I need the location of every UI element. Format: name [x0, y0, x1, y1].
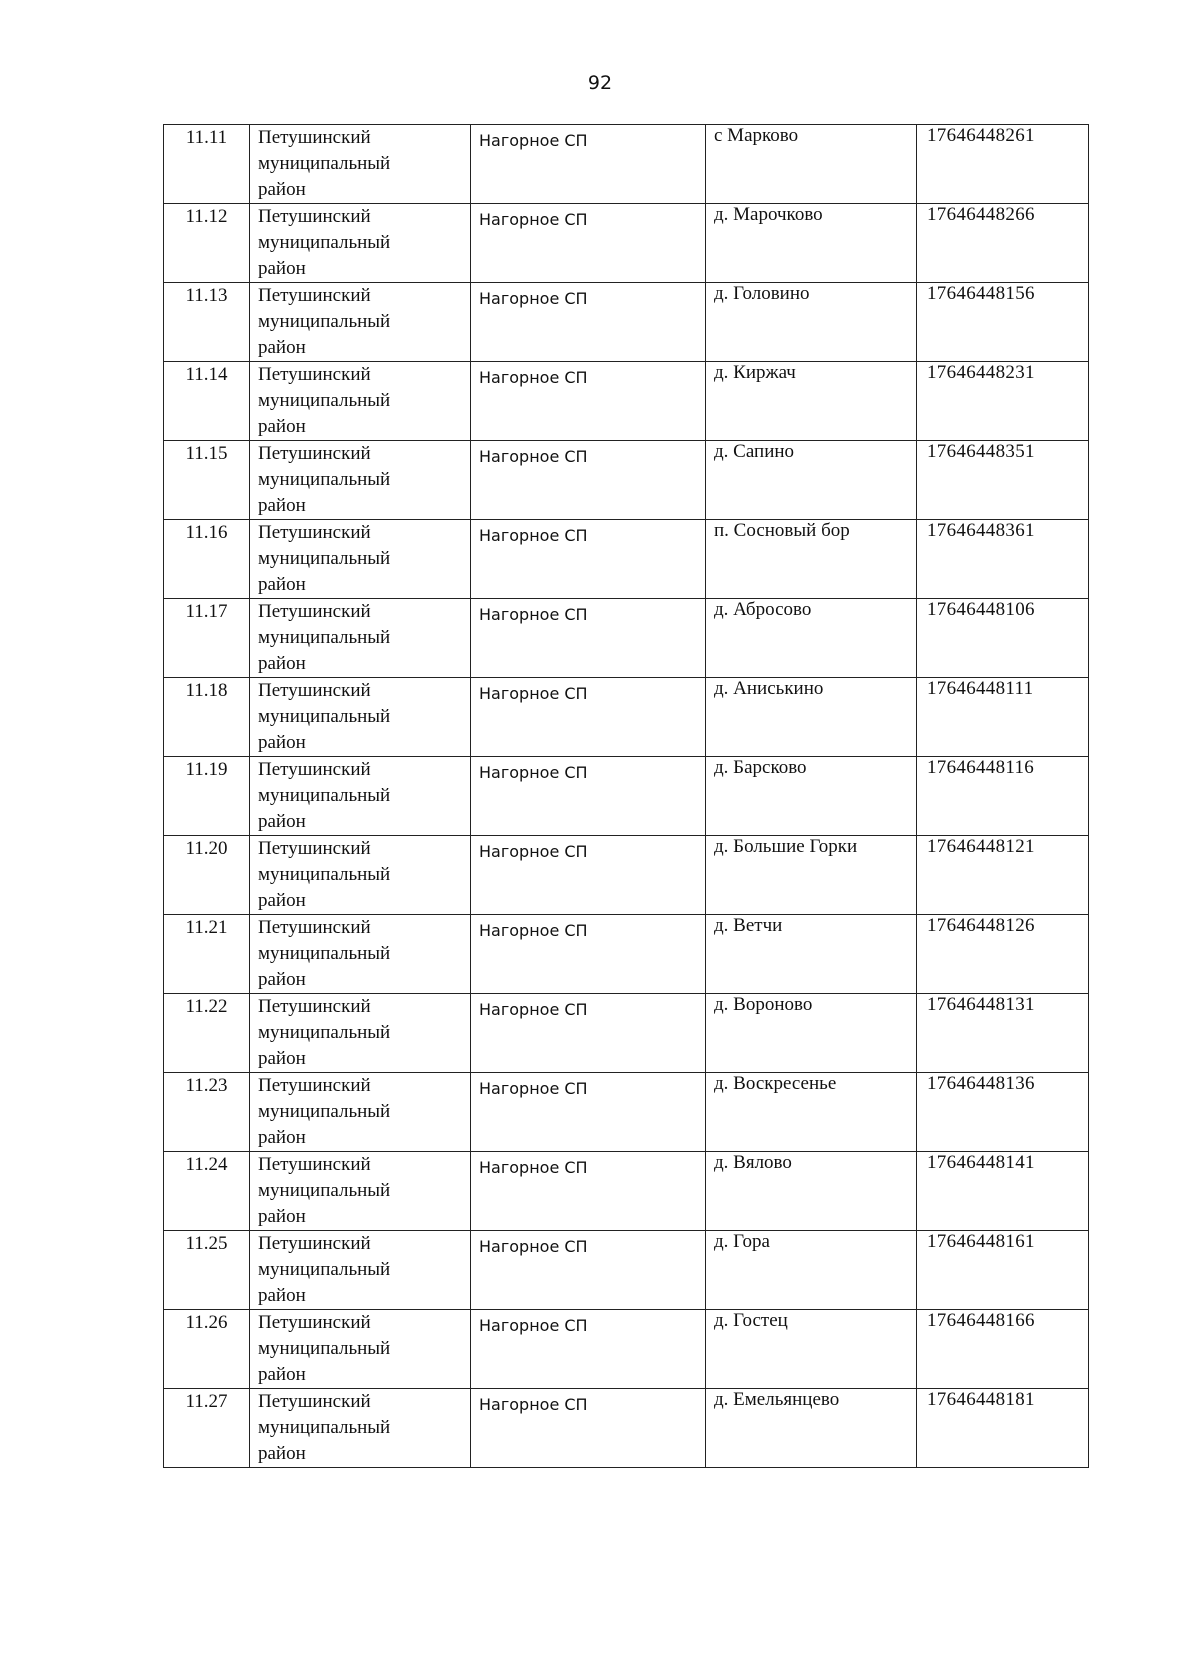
district-name-line: район: [258, 258, 306, 279]
row-number: 11.19: [164, 757, 250, 836]
locality-cell: д. Большие Горки: [706, 836, 917, 915]
district-name-line: Петушинский: [258, 917, 371, 938]
district-name-line: Петушинский: [258, 601, 371, 622]
district-name-line: муниципальный: [258, 864, 391, 885]
oktmo-code-cell: 17646448161: [917, 1231, 1089, 1310]
district-name-line: район: [258, 495, 306, 516]
district-name-line: Петушинский: [258, 1075, 371, 1096]
locality-cell: д. Емельянцево: [706, 1389, 917, 1468]
district-name-line: Петушинский: [258, 1391, 371, 1412]
district-cell: [250, 520, 471, 599]
district-name-line: район: [258, 1127, 306, 1148]
table-row: [164, 520, 1089, 599]
district-name-line: муниципальный: [258, 311, 391, 332]
district-name-line: муниципальный: [258, 627, 391, 648]
oktmo-code-cell: 17646448131: [917, 994, 1089, 1073]
district-name-line: район: [258, 574, 306, 595]
table-row: [164, 125, 1089, 204]
oktmo-code-cell: 17646448106: [917, 599, 1089, 678]
district-name-line: муниципальный: [258, 469, 391, 490]
district-cell: [250, 994, 471, 1073]
district-name-line: муниципальный: [258, 1180, 391, 1201]
oktmo-code-cell: 17646448126: [917, 915, 1089, 994]
table-row: [164, 204, 1089, 283]
district-cell: [250, 1152, 471, 1231]
settlement-cell: Нагорное СП: [471, 1152, 706, 1231]
oktmo-code-cell: 17646448141: [917, 1152, 1089, 1231]
district-name-line: муниципальный: [258, 1022, 391, 1043]
table-row: [164, 757, 1089, 836]
district-cell: [250, 915, 471, 994]
district-name-line: район: [258, 1206, 306, 1227]
district-name-line: район: [258, 416, 306, 437]
district-name-line: Петушинский: [258, 759, 371, 780]
district-name-line: Петушинский: [258, 206, 371, 227]
locality-cell: д. Гостец: [706, 1310, 917, 1389]
oktmo-code-cell: 17646448166: [917, 1310, 1089, 1389]
table-row: [164, 994, 1089, 1073]
table-row: [164, 1310, 1089, 1389]
district-name-line: Петушинский: [258, 1233, 371, 1254]
district-name-line: Петушинский: [258, 127, 371, 148]
oktmo-code-cell: 17646448351: [917, 441, 1089, 520]
district-cell: [250, 283, 471, 362]
settlement-cell: Нагорное СП: [471, 1310, 706, 1389]
row-number: 11.13: [164, 283, 250, 362]
row-number: 11.24: [164, 1152, 250, 1231]
district-name-line: район: [258, 1443, 306, 1464]
table-row: [164, 1389, 1089, 1468]
district-name-line: Петушинский: [258, 285, 371, 306]
table-row: [164, 441, 1089, 520]
table-row: [164, 283, 1089, 362]
district-name-line: муниципальный: [258, 706, 391, 727]
locality-cell: д. Барсково: [706, 757, 917, 836]
district-name-line: район: [258, 337, 306, 358]
settlement-cell: Нагорное СП: [471, 915, 706, 994]
row-number: 11.23: [164, 1073, 250, 1152]
district-name-line: муниципальный: [258, 943, 391, 964]
row-number: 11.14: [164, 362, 250, 441]
district-name-line: район: [258, 653, 306, 674]
district-name-line: муниципальный: [258, 390, 391, 411]
registry-table: [163, 124, 1089, 1468]
row-number: 11.18: [164, 678, 250, 757]
locality-cell: д. Воскресенье: [706, 1073, 917, 1152]
district-name-line: район: [258, 179, 306, 200]
district-name-line: Петушинский: [258, 680, 371, 701]
table-row: [164, 362, 1089, 441]
table-row: [164, 915, 1089, 994]
table-row: [164, 1073, 1089, 1152]
district-name-line: район: [258, 1285, 306, 1306]
oktmo-code-cell: 17646448361: [917, 520, 1089, 599]
locality-cell: д. Вороново: [706, 994, 917, 1073]
locality-cell: д. Гора: [706, 1231, 917, 1310]
row-number: 11.26: [164, 1310, 250, 1389]
oktmo-code-cell: 17646448116: [917, 757, 1089, 836]
district-name-line: район: [258, 890, 306, 911]
oktmo-code-cell: 17646448111: [917, 678, 1089, 757]
locality-cell: д. Вялово: [706, 1152, 917, 1231]
district-name-line: муниципальный: [258, 1417, 391, 1438]
row-number: 11.15: [164, 441, 250, 520]
district-cell: [250, 441, 471, 520]
district-name-line: Петушинский: [258, 364, 371, 385]
district-name-line: муниципальный: [258, 1338, 391, 1359]
settlement-cell: Нагорное СП: [471, 441, 706, 520]
district-cell: [250, 204, 471, 283]
settlement-cell: Нагорное СП: [471, 362, 706, 441]
table-row: [164, 599, 1089, 678]
district-name-line: Петушинский: [258, 996, 371, 1017]
district-name-line: район: [258, 732, 306, 753]
settlement-cell: Нагорное СП: [471, 283, 706, 362]
row-number: 11.21: [164, 915, 250, 994]
district-cell: [250, 362, 471, 441]
district-name-line: муниципальный: [258, 153, 391, 174]
settlement-cell: Нагорное СП: [471, 994, 706, 1073]
row-number: 11.11: [164, 125, 250, 204]
oktmo-code-cell: 17646448121: [917, 836, 1089, 915]
district-name-line: Петушинский: [258, 1312, 371, 1333]
district-name-line: район: [258, 1048, 306, 1069]
district-name-line: район: [258, 1364, 306, 1385]
locality-cell: д. Абросово: [706, 599, 917, 678]
oktmo-code-cell: 17646448181: [917, 1389, 1089, 1468]
district-cell: [250, 125, 471, 204]
district-name-line: Петушинский: [258, 838, 371, 859]
row-number: 11.16: [164, 520, 250, 599]
oktmo-code-cell: 17646448156: [917, 283, 1089, 362]
locality-cell: п. Сосновый бор: [706, 520, 917, 599]
district-cell: [250, 757, 471, 836]
settlement-cell: Нагорное СП: [471, 1073, 706, 1152]
settlement-cell: Нагорное СП: [471, 678, 706, 757]
settlement-cell: Нагорное СП: [471, 836, 706, 915]
district-cell: [250, 1073, 471, 1152]
row-number: 11.20: [164, 836, 250, 915]
district-name-line: муниципальный: [258, 548, 391, 569]
district-cell: [250, 1310, 471, 1389]
row-number: 11.22: [164, 994, 250, 1073]
settlement-cell: Нагорное СП: [471, 125, 706, 204]
page-number: 92: [587, 72, 613, 94]
settlement-cell: Нагорное СП: [471, 520, 706, 599]
district-name-line: Петушинский: [258, 1154, 371, 1175]
row-number: 11.12: [164, 204, 250, 283]
district-cell: [250, 1231, 471, 1310]
district-name-line: район: [258, 969, 306, 990]
district-cell: [250, 599, 471, 678]
row-number: 11.27: [164, 1389, 250, 1468]
district-name-line: муниципальный: [258, 232, 391, 253]
district-name-line: Петушинский: [258, 443, 371, 464]
table-row: [164, 836, 1089, 915]
locality-cell: д. Головино: [706, 283, 917, 362]
registry-table-body: [164, 125, 1089, 1468]
oktmo-code-cell: 17646448261: [917, 125, 1089, 204]
locality-cell: д. Марочково: [706, 204, 917, 283]
district-name-line: район: [258, 811, 306, 832]
row-number: 11.25: [164, 1231, 250, 1310]
locality-cell: д. Киржач: [706, 362, 917, 441]
locality-cell: с Марково: [706, 125, 917, 204]
oktmo-code-cell: 17646448231: [917, 362, 1089, 441]
locality-cell: д. Аниськино: [706, 678, 917, 757]
district-name-line: Петушинский: [258, 522, 371, 543]
row-number: 11.17: [164, 599, 250, 678]
table-row: [164, 678, 1089, 757]
locality-cell: д. Сапино: [706, 441, 917, 520]
oktmo-code-cell: 17646448136: [917, 1073, 1089, 1152]
district-name-line: муниципальный: [258, 785, 391, 806]
district-cell: [250, 1389, 471, 1468]
settlement-cell: Нагорное СП: [471, 204, 706, 283]
settlement-cell: Нагорное СП: [471, 757, 706, 836]
district-name-line: муниципальный: [258, 1259, 391, 1280]
locality-cell: д. Ветчи: [706, 915, 917, 994]
district-cell: [250, 836, 471, 915]
settlement-cell: Нагорное СП: [471, 1231, 706, 1310]
settlement-cell: Нагорное СП: [471, 1389, 706, 1468]
settlement-cell: Нагорное СП: [471, 599, 706, 678]
district-cell: [250, 678, 471, 757]
table-row: [164, 1152, 1089, 1231]
oktmo-code-cell: 17646448266: [917, 204, 1089, 283]
table-row: [164, 1231, 1089, 1310]
district-name-line: муниципальный: [258, 1101, 391, 1122]
